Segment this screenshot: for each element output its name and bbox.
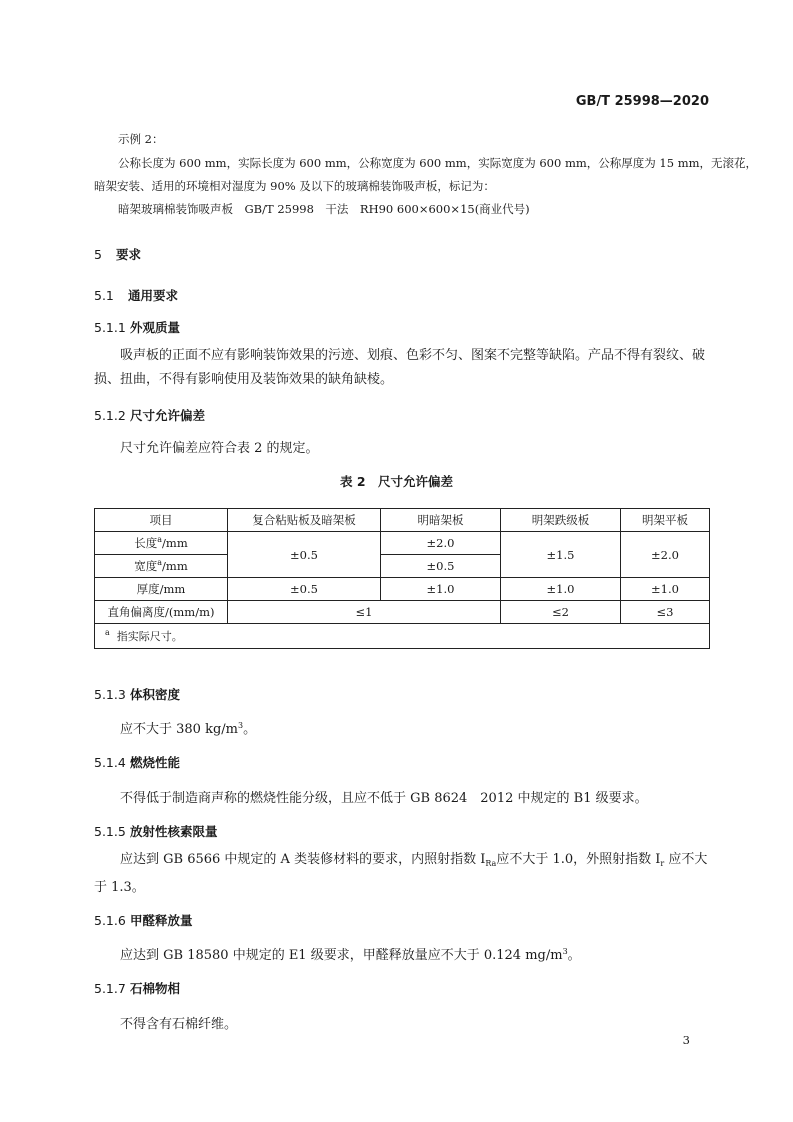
cell-thick-flat: ±1.0	[621, 578, 710, 601]
section-5-1-3-heading: 5.1.3 体积密度	[94, 687, 181, 702]
cell-sq-dieji: ≤2	[501, 601, 621, 624]
header-dieji: 明架跌级板	[501, 509, 621, 532]
section-5-1-5-heading: 5.1.5 放射性核素限量	[94, 824, 218, 839]
section-5-1-5-text: 应达到 GB 6566 中规定的 A 类装修材料的要求，内照射指数 $I_{Ra}$应不大于 1.0，外照射指数 $I_r$ 应不大于 1.3。	[94, 852, 708, 895]
section-5-1-4-text: 不得低于制造商声称的燃烧性能分级，且应不低于 GB 8624 2012 中规定的 B1 级要求。	[120, 791, 648, 806]
table-footnote: $^a$ 指实际尺寸。	[95, 624, 710, 649]
section-5-1-2-text: 尺寸允许偏差应符合表 2 的规定。	[120, 441, 319, 456]
cell-thick-dieji: ±1.0	[501, 578, 621, 601]
cell-lw-composite: ±0.5	[228, 532, 381, 578]
section-5-1-3-text: 应不大于 380 $kg/m^3$。	[120, 721, 257, 737]
example-marking: 暗架玻璃棉装饰吸声板 GB/T 25998 干法 RH90 600×600×15(商业代号)	[118, 202, 530, 216]
page-number: 3	[682, 1033, 690, 1047]
header-item: 项目	[95, 509, 228, 532]
section-5-1-7-text: 不得含有石棉纤维。	[120, 1017, 238, 1032]
example-line-2: 暗架安装、适用的环境相对湿度为 90% 及以下的玻璃棉装饰吸声板，标记为：	[94, 179, 495, 193]
table-2-caption: 表 2 尺寸允许偏差	[339, 474, 454, 489]
tolerance-table	[94, 508, 710, 649]
section-5-1-7-heading: 5.1.7 石棉物相	[94, 981, 181, 996]
header-flat: 明架平板	[621, 509, 710, 532]
cell-lw-dieji: ±1.5	[501, 532, 621, 578]
table-row-squareness	[95, 601, 710, 624]
section-5-1-heading: 5.1 通用要求	[94, 288, 179, 303]
cell-width-mingan: ±0.5	[381, 555, 501, 578]
row-label-squareness: 直角偏离度/(mm/m)	[95, 601, 228, 624]
example-line-1: 公称长度为 600 mm，实际长度为 600 mm，公称宽度为 600 mm，实际宽度为 600 mm，公称厚度为 15 mm，无滚花，	[118, 156, 758, 170]
cell-thick-mingan: ±1.0	[381, 578, 501, 601]
table-header-row	[95, 509, 710, 532]
section-5-1-2-heading: 5.1.2 尺寸允许偏差	[94, 408, 206, 423]
cell-thick-composite: ±0.5	[228, 578, 381, 601]
table-note-row	[95, 624, 710, 649]
row-label-thickness: 厚度/mm	[95, 578, 228, 601]
section-5-1-1-heading: 5.1.1 外观质量	[94, 320, 181, 335]
standard-code-header: GB/T 25998—2020	[575, 94, 709, 109]
header-mingan: 明暗架板	[381, 509, 501, 532]
row-label-length: 长度$^a$/mm	[95, 532, 228, 555]
section-5-heading: 5 要求	[94, 247, 142, 262]
table-row-length	[95, 532, 710, 555]
cell-length-mingan: ±2.0	[381, 532, 501, 555]
cell-sq-flat: ≤3	[621, 601, 710, 624]
section-5-1-1-text: 吸声板的正面不应有影响装饰效果的污迹、划痕、色彩不匀、图案不完整等缺陷。产品不得有裂纹、破损、扭曲，不得有影响使用及装饰效果的缺角缺棱。	[94, 348, 706, 387]
cell-sq-composite-mingan: ≤1	[228, 601, 501, 624]
row-label-width: 宽度$^a$/mm	[95, 555, 228, 578]
header-composite: 复合粘贴板及暗架板	[228, 509, 381, 532]
example-title: 示例 2：	[118, 132, 164, 146]
table-row-thickness	[95, 578, 710, 601]
cell-lw-flat: ±2.0	[621, 532, 710, 578]
section-5-1-4-heading: 5.1.4 燃烧性能	[94, 755, 181, 770]
section-5-1-6-text: 应达到 GB 18580 中规定的 E1 级要求，甲醛释放量应不大于 0.124 $mg/m^3$。	[120, 947, 581, 963]
section-5-1-6-heading: 5.1.6 甲醛释放量	[94, 913, 193, 928]
